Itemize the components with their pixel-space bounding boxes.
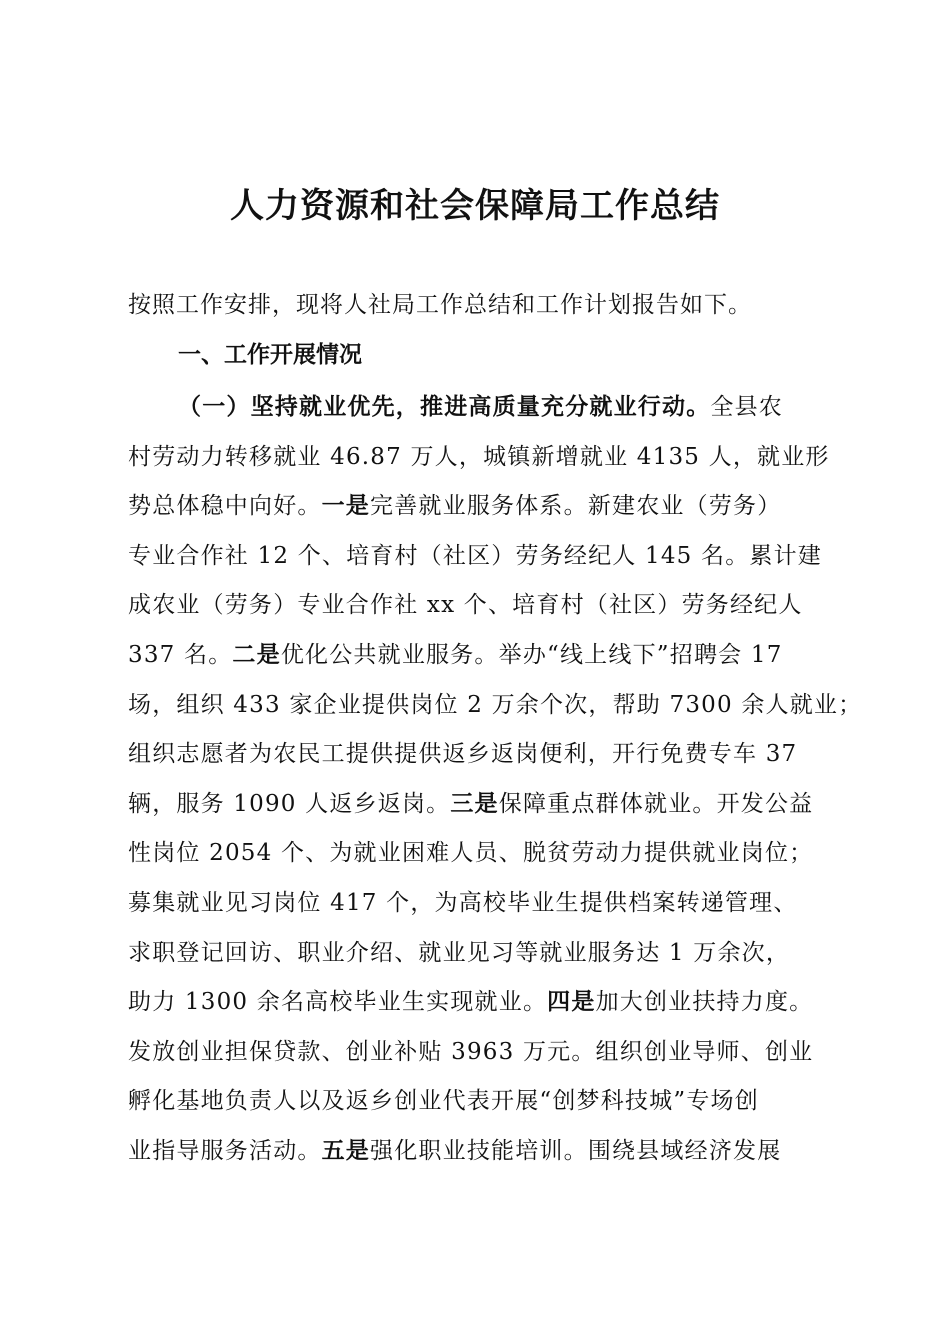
ordinal-bold: 三是 [450,789,499,817]
line-text: 业指导服务活动。 [128,1137,322,1164]
line-text: 保障重点群体就业。开发公益 [498,790,814,817]
line-text: 场，组织 433 家企业提供岗位 2 万余个次，帮助 7300 余人就业； [128,691,863,718]
line-text: 337 名。 [128,641,233,668]
line-text: 助力 1300 余名高校毕业生实现就业。 [128,989,548,1016]
ordinal-bold: 五是 [321,1136,371,1164]
text-line [128,440,848,490]
text-line [128,1134,848,1184]
text-line [128,638,848,688]
text-line [128,688,863,738]
line-text: 势总体稳中向好。 [128,493,322,520]
section-heading: 一、工作开展情况 [178,342,362,368]
text-line [128,390,848,440]
line-text: 求职登记回访、职业介绍、就业见习等就业服务达 1 万余次， [128,939,791,966]
line-text: 专业合作社 12 个、培育村（社区）劳务经纪人 145 名。累计建 [128,542,823,569]
text-line [128,737,848,787]
text-line [128,886,848,936]
line-text: 性岗位 2054 个、为就业困难人员、脱贫劳动力提供就业岗位； [128,840,814,867]
text-line [128,787,848,837]
text-line [128,1084,848,1134]
subheading-bold: （一）坚持就业优先，推进高质量充分就业行动。 [178,393,711,420]
text-line [128,936,848,986]
text-line [128,985,848,1035]
line-text: 优化公共就业服务。举办“线上线下”招聘会 17 [280,641,783,668]
line-text: 募集就业见习岗位 417 个，为高校毕业生提供档案转递管理、 [128,889,798,916]
line-text: 孵化基地负责人以及返乡创业代表开展“创梦科技城”专场创 [128,1088,759,1115]
line-text: 加大创业扶持力度。 [595,989,814,1016]
ordinal-bold: 四是 [547,988,596,1016]
document-title: 人力资源和社会保障局工作总结 [230,186,720,226]
line-text: 强化职业技能培训。围绕县域经济发展 [370,1137,782,1164]
text-line [128,1035,848,1085]
line-text: 辆，服务 1090 人返乡返岗。 [128,790,451,817]
line-text: 全县农 [710,394,784,420]
body-text [128,390,863,1184]
line-text: 组织志愿者为农民工提供提供返乡返岗便利，开行免费专车 37 [128,741,798,768]
ordinal-bold: 二是 [232,640,281,668]
text-line [128,588,848,638]
ordinal-bold: 一是 [321,492,371,520]
line-text: 成农业（劳务）专业合作社 xx 个、培育村（社区）劳务经纪人 [128,592,803,619]
line-text: 村劳动力转移就业 46.87 万人，城镇新增就业 4135 人，就业形 [128,443,830,470]
text-line [128,489,848,539]
text-line [128,836,848,886]
intro-paragraph: 按照工作安排，现将人社局工作总结和工作计划报告如下。 [128,292,752,318]
line-text: 完善就业服务体系。新建农业（劳务） [370,493,782,520]
line-text: 发放创业担保贷款、创业补贴 3963 万元。组织创业导师、创业 [128,1038,814,1065]
text-line [128,539,848,589]
